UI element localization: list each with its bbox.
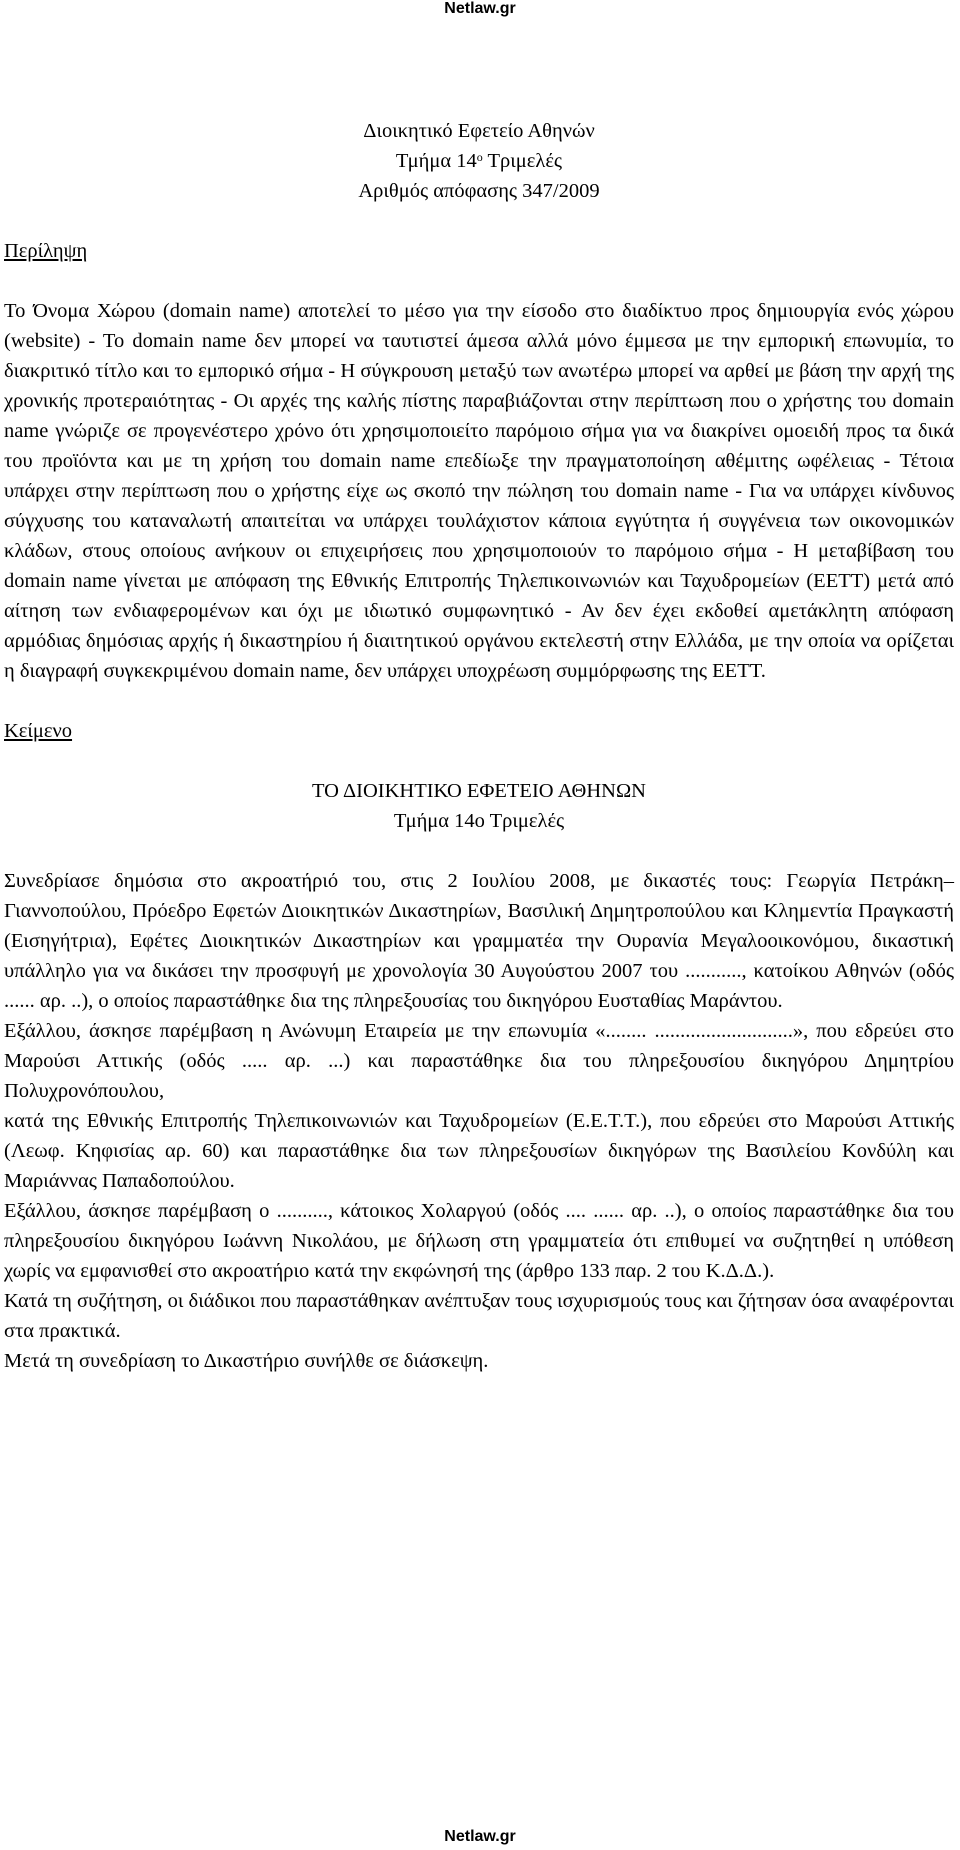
watermark-top: Netlaw.gr [444, 0, 516, 17]
court-name: Διοικητικό Εφετείο Αθηνών [363, 120, 595, 142]
watermark-bottom: Netlaw.gr [444, 1828, 516, 1845]
summary-text: Το Όνομα Χώρου (domain name) αποτελεί το μέσο για την είσοδο στο διαδίκτυο προς δημιουργία ενός χώρου (website) - Το domain name δεν μπορεί να ταυτιστεί άμεσα αλλά μόνο έμμεσα με την εμπορική επωνυμία, το διακριτικό τίτλο και το εμπορικό σήμα - Η σύγκρουση μεταξύ των ανωτέρω μπορεί να αρθεί με βάση την αρχή της χρονικής προτεραιότητας - Οι αρχές της καλής πίστης παραβιάζονται στην περίπτωση που ο χρήστης του domain name γνώριζε σε προγενέστερο χρόνο ότι χρησιμοποιείτο παρόμοιο σήμα για να διακρίνει ομοειδή προς τα δικά του προϊόντα και με τη χρήση του domain name επεδίωξε την πραγματοποίηση αθέμιτης ωφέλειας - Τέτοια υπάρχει στην περίπτωση που ο χρήστης είχε ως σκοπό την πώληση του domain name - Για να υπάρχει κίνδυνος σύγχυσης του καταναλωτή απαιτείται να υπάρχει τουλάχιστον κάποια εγγύτητα ή συγγένεια των οικονομικών κλάδων, στους οποίους ανήκουν οι επιχειρήσεις που χρησιμοποιούν το παρόμοιο σήμα - Η μεταβίβαση του domain name γίνεται με απόφαση της Εθνικής Επιτροπής Τηλεπικοινωνιών και Ταχυδρομείων (ΕΕΤΤ) μετά από αίτηση των ενδιαφερομένων και όχι με ιδιωτικό συμφωνητικό - Αν δεν έχει εκδοθεί αμετάκλητη απόφαση αρμόδιας δημόσιας αρχής ή δικαστηρίου ή διαιτητικού οργάνου εκτελεστή στην Ελλάδα, με την οποία να ορίζεται η διαγραφή συγκεκριμένου domain name, δεν υπάρχει υποχρέωση συμμόρφωσης της ΕΕΤΤ. [4, 300, 954, 682]
body-paragraph: Εξάλλου, άσκησε παρέμβαση ο .........., κάτοικος Χολαργού (οδός .... ...... αρ. ..), ο οποίος παραστάθηκε δια του πληρεξουσίου δικηγόρου Ιωάννη Νικολάου, με δήλωση στη γραμματεία ότι επιθυμεί να συζητηθεί η υπόθεση χωρίς να εμφανισθεί στο ακροατήριο κατά την εκφώνησή της (άρθρο 133 παρ. 2 του Κ.Δ.Δ.). [4, 1200, 954, 1282]
body-paragraph: Εξάλλου, άσκησε παρέμβαση η Ανώνυμη Εταιρεία με την επωνυμία «........ ...........................», που εδρεύει στο Μαρούσι Αττικής (οδός ..... αρ. ...) και παραστάθηκε δια του πληρεξουσίου δικηγόρου Δημητρίου Πολυχρονόπουλου, [4, 1020, 954, 1102]
document [4, 116, 954, 1376]
chamber-prefix: Τμήμα 14 [395, 150, 477, 172]
body-subtitle: Τμήμα 14ο Τριμελές [393, 810, 565, 832]
body-paragraph: Συνεδρίασε δημόσια στο ακροατήριό του, στις 2 Ιουλίου 2008, με δικαστές τους: Γεωργία Πετράκη–Γιαννοπούλου, Πρόεδρο Εφετών Διοικητικών Δικαστηρίων, Βασιλική Δημητροπούλου και Κλημεντία Πραγκαστή (Εισηγήτρια), Εφέτες Διοικητικών Δικαστηρίων και γραμματέα την Ουρανία Μεγαλοοικονόμου, δικαστική υπάλληλο για να δικάσει την προσφυγή με χρονολογία 30 Αυγούστου 2007 του ..........., κατοίκου Αθηνών (οδός ...... αρ. ..), ο οποίος παραστάθηκε δια της πληρεξουσίας του δικηγόρου Ευσταθίας Μαράντου. [4, 870, 954, 1012]
body-paragraph: κατά της Εθνικής Επιτροπής Τηλεπικοινωνιών και Ταχυδρομείων (Ε.Ε.Τ.Τ.), που εδρεύει στο Μαρούσι Αττικής (Λεωφ. Κηφισίας αρ. 60) και παραστάθηκε δια των πληρεξουσίων δικηγόρων της Βασιλείου Κονδύλη και Μαριάννας Παπαδοπούλου. [4, 1110, 954, 1192]
chamber-line [4, 146, 954, 176]
body-paragraph: Κατά τη συζήτηση, οι διάδικοι που παραστάθηκαν ανέπτυξαν τους ισχυρισμούς τους και ζήτησαν όσα αναφέρονται στα πρακτικά. [4, 1290, 954, 1342]
chamber-suffix: Τριμελές [482, 150, 563, 172]
text-heading: Κείμενο [4, 720, 73, 742]
summary-heading: Περίληψη [4, 240, 88, 262]
decision-number: Αριθμός απόφασης 347/2009 [358, 180, 600, 202]
body-paragraph: Μετά τη συνεδρίαση το Δικαστήριο συνήλθε σε διάσκεψη. [4, 1350, 489, 1372]
chamber-superscript: ο [476, 150, 483, 164]
body-title: ΤΟ ΔΙΟΙΚΗΤΙΚΟ ΕΦΕΤΕΙΟ ΑΘΗΝΩΝ [312, 780, 646, 802]
